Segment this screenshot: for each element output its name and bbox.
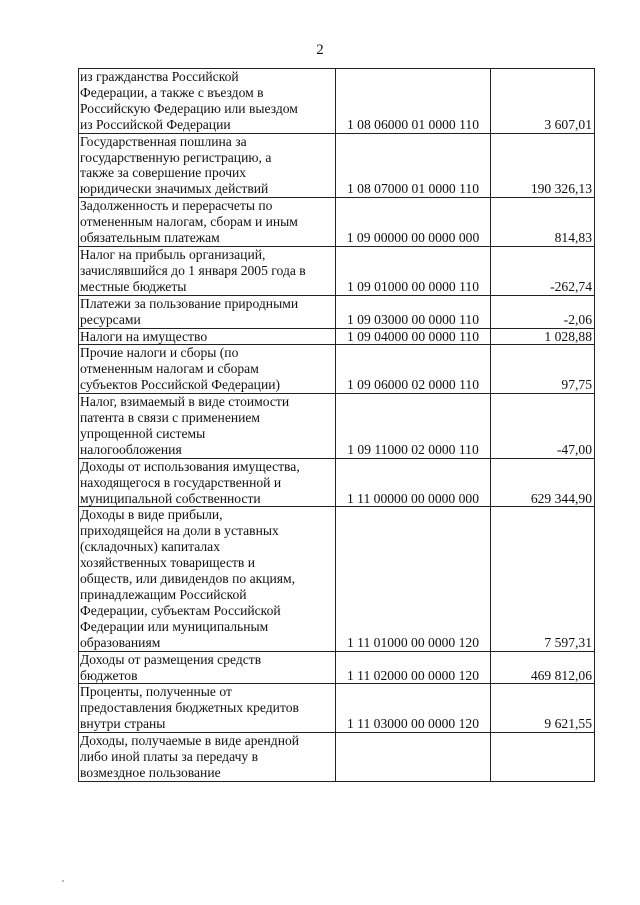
revenue-name-cell: Доходы, получаемые в виде арендной либо иной платы за передачу в возмездное пользование [79, 733, 336, 782]
table-body [79, 69, 595, 782]
table-row [79, 328, 595, 345]
revenue-name-cell: Прочие налоги и сборы (по отмененным налогам и сборам субъектов Российской Федерации) [79, 345, 336, 394]
amount: 629 344,90 [491, 458, 595, 507]
table-row [79, 133, 595, 198]
budget-code: 1 09 11000 02 0000 110 [336, 394, 491, 459]
revenue-name-cell: из гражданства Российской Федерации, а также с въездом в Российскую Федерацию или выездом из Российской Федерации [79, 69, 336, 134]
table-row [79, 684, 595, 733]
table-row [79, 394, 595, 459]
amount: 814,83 [491, 198, 595, 247]
table-row [79, 246, 595, 295]
revenue-name-cell: Налоги на имущество [79, 328, 336, 345]
amount: 3 607,01 [491, 69, 595, 134]
budget-code: 1 09 01000 00 0000 110 [336, 246, 491, 295]
table-row [79, 295, 595, 328]
budget-code: 1 08 07000 01 0000 110 [336, 133, 491, 198]
table-row [79, 198, 595, 247]
revenue-name-cell: Доходы от размещения средств бюджетов [79, 651, 336, 684]
amount: -2,06 [491, 295, 595, 328]
scan-speck [62, 880, 64, 882]
revenue-name-cell: Проценты, полученные от предоставления бюджетных кредитов внутри страны [79, 684, 336, 733]
budget-code: 1 08 06000 01 0000 110 [336, 69, 491, 134]
budget-code: 1 09 06000 02 0000 110 [336, 345, 491, 394]
table-row [79, 69, 595, 134]
amount: 469 812,06 [491, 651, 595, 684]
table-row [79, 651, 595, 684]
amount: -262,74 [491, 246, 595, 295]
amount: 97,75 [491, 345, 595, 394]
revenue-name-cell: Платежи за пользование природными ресурсами [79, 295, 336, 328]
budget-code: 1 11 00000 00 0000 000 [336, 458, 491, 507]
revenue-name-cell: Государственная пошлина за государственную регистрацию, а также за совершение прочих юридически значимых действий [79, 133, 336, 198]
revenue-name-cell: Налог на прибыль организаций, зачислявшийся до 1 января 2005 года в местные бюджеты [79, 246, 336, 295]
budget-revenue-table [78, 68, 595, 782]
table-row [79, 458, 595, 507]
revenue-name-cell: Налог, взимаемый в виде стоимости патента в связи с применением упрощенной системы налогообложения [79, 394, 336, 459]
budget-code: 1 09 04000 00 0000 110 [336, 328, 491, 345]
budget-code: 1 11 02000 00 0000 120 [336, 651, 491, 684]
page-number: 2 [316, 42, 324, 58]
revenue-name-cell: Задолженность и перерасчеты по отмененным налогам, сборам и иным обязательным платежам [79, 198, 336, 247]
budget-code: 1 11 01000 00 0000 120 [336, 507, 491, 651]
table-row [79, 733, 595, 782]
amount: 7 597,31 [491, 507, 595, 651]
table-row [79, 507, 595, 651]
amount [491, 733, 595, 782]
amount: 1 028,88 [491, 328, 595, 345]
budget-code: 1 09 03000 00 0000 110 [336, 295, 491, 328]
budget-code: 1 11 03000 00 0000 120 [336, 684, 491, 733]
revenue-name-cell: Доходы в виде прибыли, приходящейся на доли в уставных (складочных) капиталах хозяйственных товариществ и обществ, или дивидендов по акциям, принадлежащим Российской Федерации, субъектам Российской Федерации или муниципальным образованиям [79, 507, 336, 651]
amount: 190 326,13 [491, 133, 595, 198]
budget-code [336, 733, 491, 782]
amount: 9 621,55 [491, 684, 595, 733]
revenue-name-cell: Доходы от использования имущества, находящегося в государственной и муниципальной собственности [79, 458, 336, 507]
budget-code: 1 09 00000 00 0000 000 [336, 198, 491, 247]
table-row [79, 345, 595, 394]
amount: -47,00 [491, 394, 595, 459]
